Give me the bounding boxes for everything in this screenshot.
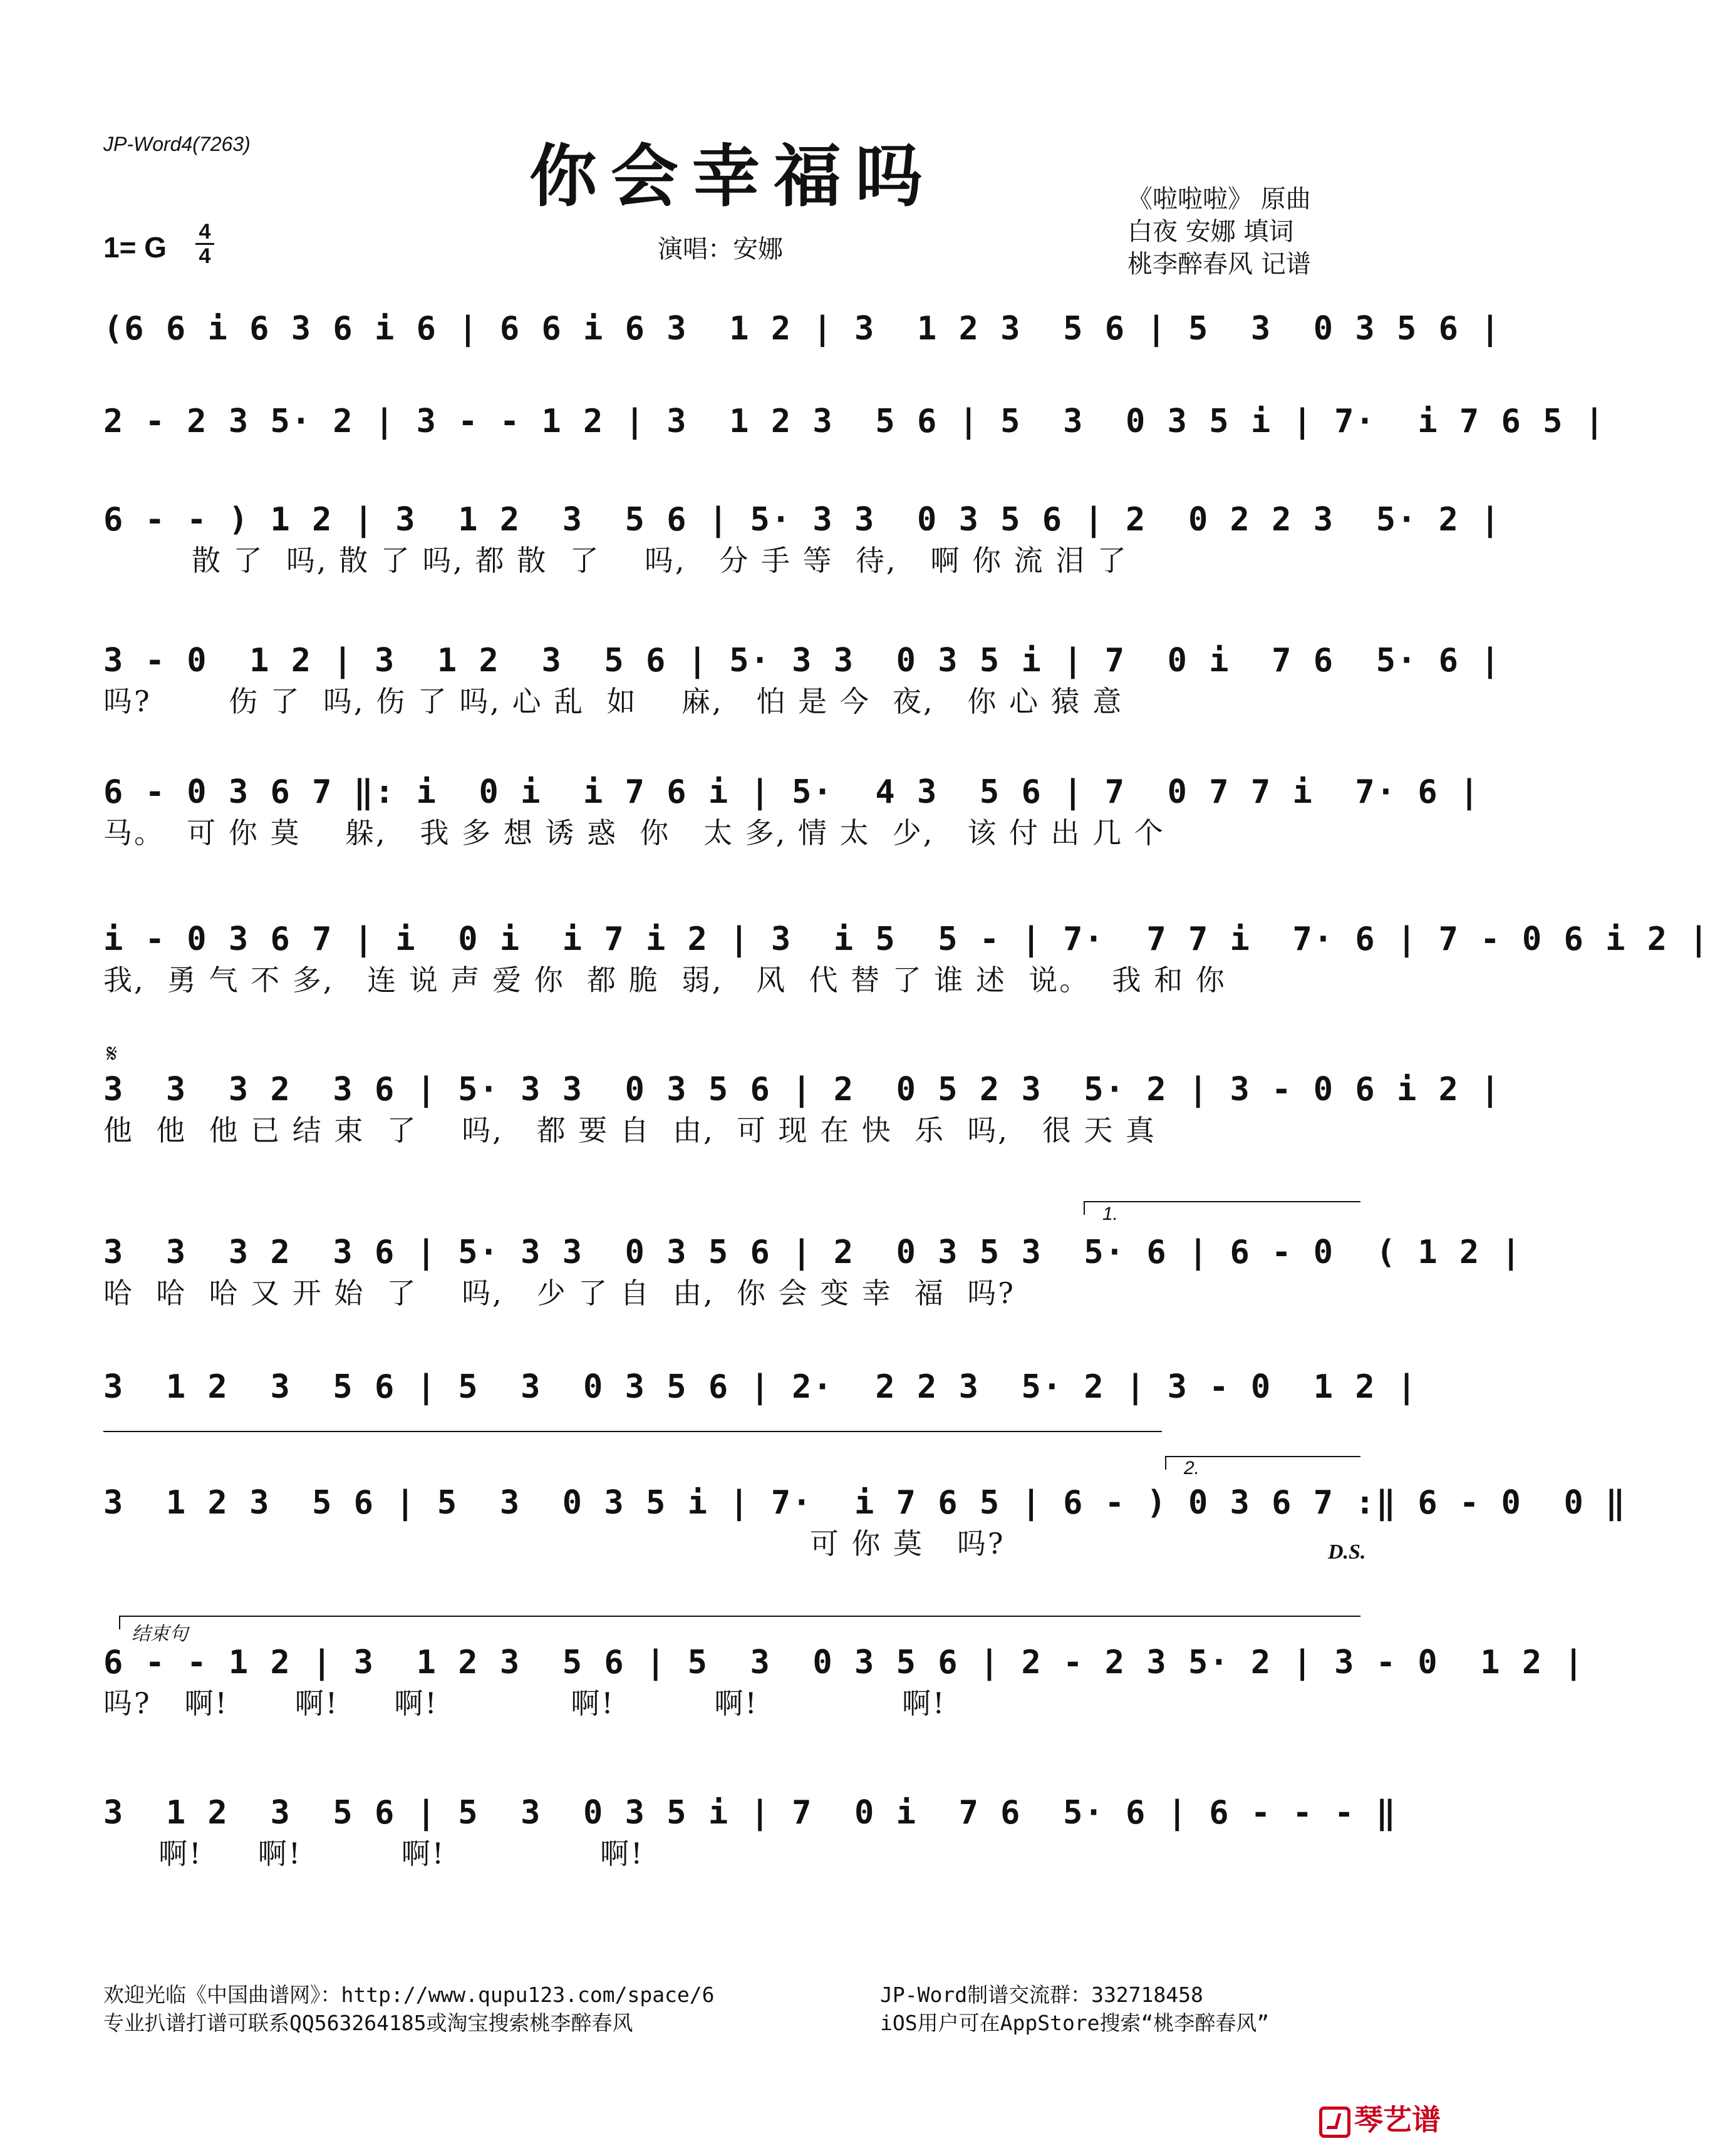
volta-1-continuation (103, 1431, 1162, 1432)
site-logo[interactable] (1319, 2097, 1441, 2138)
lyrics-line: 散 了 吗, 散 了 吗, 都 散 了 吗, 分 手 等 待, 啊 你 流 泪 了 (103, 544, 1128, 577)
lyrics-line: 他 他 他 已 结 束 了 吗, 都 要 自 由, 可 现 在 快 乐 吗, 很 天 真 (103, 1113, 1157, 1147)
notes-line: 3 3 3 2 3 6 | 5· 3 3 0 3 5 6 | 2 0 5 2 3 5· 2 | 3 - 0 6 i 2 | (103, 1071, 1501, 1108)
footer-group: JP-Word制谱交流群：332718458 (880, 1983, 1203, 2007)
notes-line: 2 - 2 3 5· 2 | 3 - - 1 2 | 3 1 2 3 5 6 | 5 3 0 3 5 i | 7· i 7 6 5 | (103, 403, 1606, 440)
footer-ios: iOS用户可在AppStore搜索“桃李醉春风” (880, 2011, 1270, 2035)
logo-icon (1319, 2107, 1350, 2138)
ds-mark: D.S. (1328, 1540, 1366, 1564)
lyrics-line: 马。 可 你 莫 躲, 我 多 想 诱 惑 你 太 多, 情 太 少, 该 付 出 几 个 (103, 816, 1165, 850)
notes-line: 3 - 0 1 2 | 3 1 2 3 5 6 | 5· 3 3 0 3 5 i | 7 0 i 7 6 5· 6 | (103, 642, 1501, 679)
volta-1-label: 1. (1102, 1204, 1119, 1224)
ending-bracket (119, 1616, 1360, 1629)
notes-line: 3 3 3 2 3 6 | 5· 3 3 0 3 5 6 | 2 0 3 5 3 5· 6 | 6 - 0 ( 1 2 | (103, 1234, 1522, 1271)
notes-line: 6 - 0 3 6 7 ‖: i 0 i i 7 6 i | 5· 4 3 5 6 | 7 0 7 7 i 7· 6 | (103, 773, 1481, 811)
system-3 (103, 498, 1501, 579)
lyrics-line: 哈 哈 哈 又 开 始 了 吗, 少 了 自 由, 你 会 变 幸 福 吗? (103, 1276, 1015, 1310)
notes-line: (6 6 i 6 3 6 i 6 | 6 6 i 6 3 1 2 | 3 1 2 3 5 6 | 5 3 0 3 5 6 | (103, 310, 1501, 348)
software-version: JP-Word4(7263) (103, 133, 251, 155)
lyrics-line: 可 你 莫 吗? (103, 1527, 1005, 1560)
singer-credit: 演唱：安娜 (658, 235, 783, 264)
time-signature-top: 4 (199, 220, 211, 244)
lyrics-line: 吗? 伤 了 吗, 伤 了 吗, 心 乱 如 麻, 怕 是 今 夜, 你 心 猿 意 (103, 684, 1124, 718)
credit-transcriber: 桃李醉春风 记谱 (1127, 250, 1311, 279)
volta-1-bracket (1084, 1201, 1360, 1215)
lyrics-line: 啊! 啊! 啊! 啊! (103, 1837, 645, 1870)
system-4 (103, 639, 1501, 720)
time-signature (195, 220, 214, 267)
system-1 (103, 307, 1501, 351)
time-signature-bottom: 4 (199, 244, 211, 268)
system-10 (103, 1481, 1627, 1562)
notes-line: 3 1 2 3 5 6 | 5 3 0 3 5 i | 7 0 i 7 6 5· 6 | 6 - - - ‖ (103, 1794, 1397, 1832)
lyrics-line: 我, 勇 气 不 多, 连 说 声 爱 你 都 脆 弱, 风 代 替 了 谁 述 说。 我 和 你 (103, 963, 1226, 997)
ending-label: 结束句 (132, 1624, 188, 1644)
system-9 (103, 1365, 1418, 1409)
notes-line: 3 1 2 3 5 6 | 5 3 0 3 5 6 | 2· 2 2 3 5· 2 | 3 - 0 1 2 | (103, 1368, 1418, 1406)
notes-line: 6 - - 1 2 | 3 1 2 3 5 6 | 5 3 0 3 5 6 | 2 - 2 3 5· 2 | 3 - 0 1 2 | (103, 1644, 1585, 1681)
volta-2-label: 2. (1184, 1458, 1200, 1478)
system-8 (103, 1230, 1522, 1312)
credit-original: 《啦啦啦》 原曲 (1127, 185, 1311, 214)
system-6 (103, 917, 1710, 999)
system-2 (103, 400, 1606, 443)
system-5 (103, 770, 1481, 852)
notes-line: 6 - - ) 1 2 | 3 1 2 3 5 6 | 5· 3 3 0 3 5 6 | 2 0 2 2 3 5· 2 | (103, 501, 1501, 539)
credit-lyricist: 白夜 安娜 填词 (1127, 217, 1294, 246)
segno-mark: 𝄋 (106, 1039, 118, 1068)
notes-line: i - 0 3 6 7 | i 0 i i 7 i 2 | 3 i 5 5 - | 7· 7 7 i 7· 6 | 7 - 0 6 i 2 | (103, 921, 1710, 958)
footer-contact: 专业扒谱打谱可联系QQ563264185或淘宝搜索桃李醉春风 (103, 2011, 633, 2035)
footer-site-link[interactable]: 欢迎光临《中国曲谱网》：http://www.qupu123.com/space/6 (103, 1983, 715, 2007)
system-12 (103, 1791, 1397, 1872)
system-11 (103, 1641, 1585, 1722)
system-7 (103, 1068, 1501, 1149)
key-signature: 1= G (103, 231, 167, 264)
lyrics-line: 吗? 啊! 啊! 啊! 啊! 啊! 啊! (103, 1686, 946, 1720)
notes-line: 3 1 2 3 5 6 | 5 3 0 3 5 i | 7· i 7 6 5 | 6 - ) 0 3 6 7 :‖ 6 - 0 0 ‖ (103, 1484, 1627, 1522)
song-title: 你会幸福吗 (529, 137, 936, 216)
logo-text: 琴艺谱 (1354, 2103, 1441, 2137)
